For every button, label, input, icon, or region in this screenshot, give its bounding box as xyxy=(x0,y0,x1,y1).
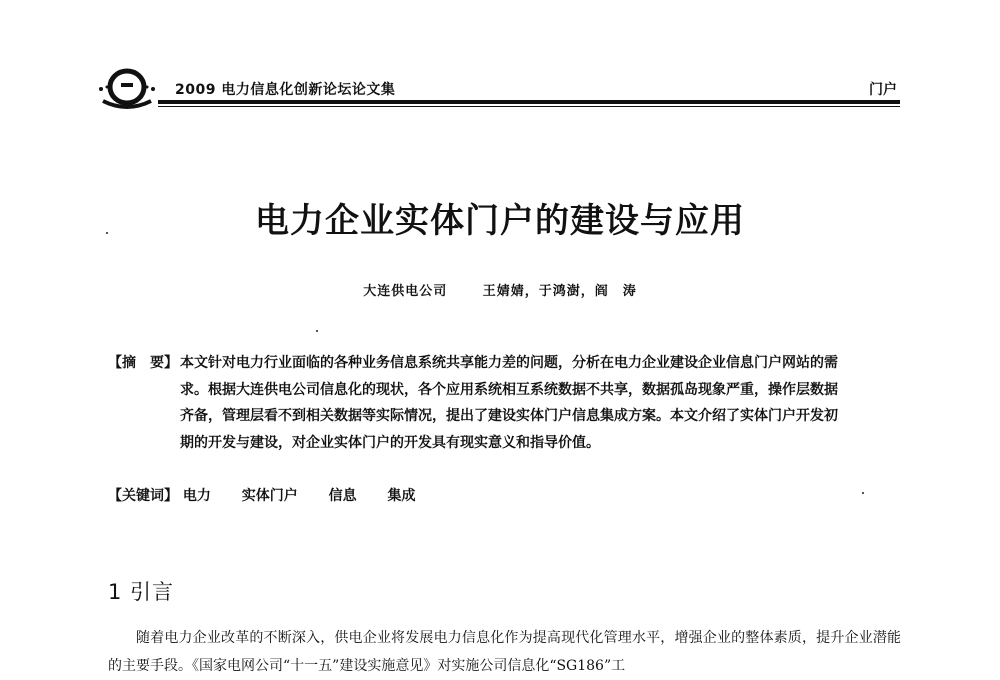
abstract xyxy=(108,350,838,456)
header-rule xyxy=(158,100,900,104)
paper-title: 电力企业实体门户的建设与应用 xyxy=(255,201,745,241)
keywords xyxy=(108,485,442,505)
body-paragraph: 随着电力企业改革的不断深入，供电企业将发展电力信息化作为提高现代化管理水平，增强企业的整体素质，提升企业潜能的主要手段。《国家电网公司“十一五”建设实施意见》对实施公司信息化“SG186”工 xyxy=(108,630,901,674)
author-names: 王婧婧，于鸿澍，阎 涛 xyxy=(482,284,637,299)
scan-speck xyxy=(106,232,108,234)
keyword: 实体门户 xyxy=(241,488,298,504)
keyword: 电力 xyxy=(182,488,211,504)
forum-logo-icon xyxy=(97,67,157,111)
keywords-label: 【关键词】 xyxy=(108,488,178,504)
section-name: 门户 xyxy=(869,82,897,98)
abstract-text: 本文针对电力行业面临的各种业务信息系统共享能力差的问题，分析在电力企业建设企业信息门户网站的需求。根据大连供电公司信息化的现状，各个应用系统相互系统数据不共享，数据孤岛现象严重，操作层数据齐备，管理层看不到相关数据等实际情况，提出了建设实体门户信息集成方案。本文介绍了实体门户开发初期的开发与建设，对企业实体门户的开发具有现实意义和指导价值。 xyxy=(180,355,838,451)
header-rule-thin xyxy=(158,106,900,107)
keyword: 信息 xyxy=(328,488,357,504)
section-heading: 1 引言 xyxy=(108,580,175,604)
author-organization: 大连供电公司 xyxy=(363,284,448,299)
author-line xyxy=(0,280,1000,299)
abstract-label: 【摘 要】 xyxy=(108,355,178,371)
journal-title: 2009 电力信息化创新论坛论文集 xyxy=(175,82,396,98)
keyword: 集成 xyxy=(387,488,416,504)
scan-speck xyxy=(862,492,864,494)
scan-speck xyxy=(316,330,318,332)
